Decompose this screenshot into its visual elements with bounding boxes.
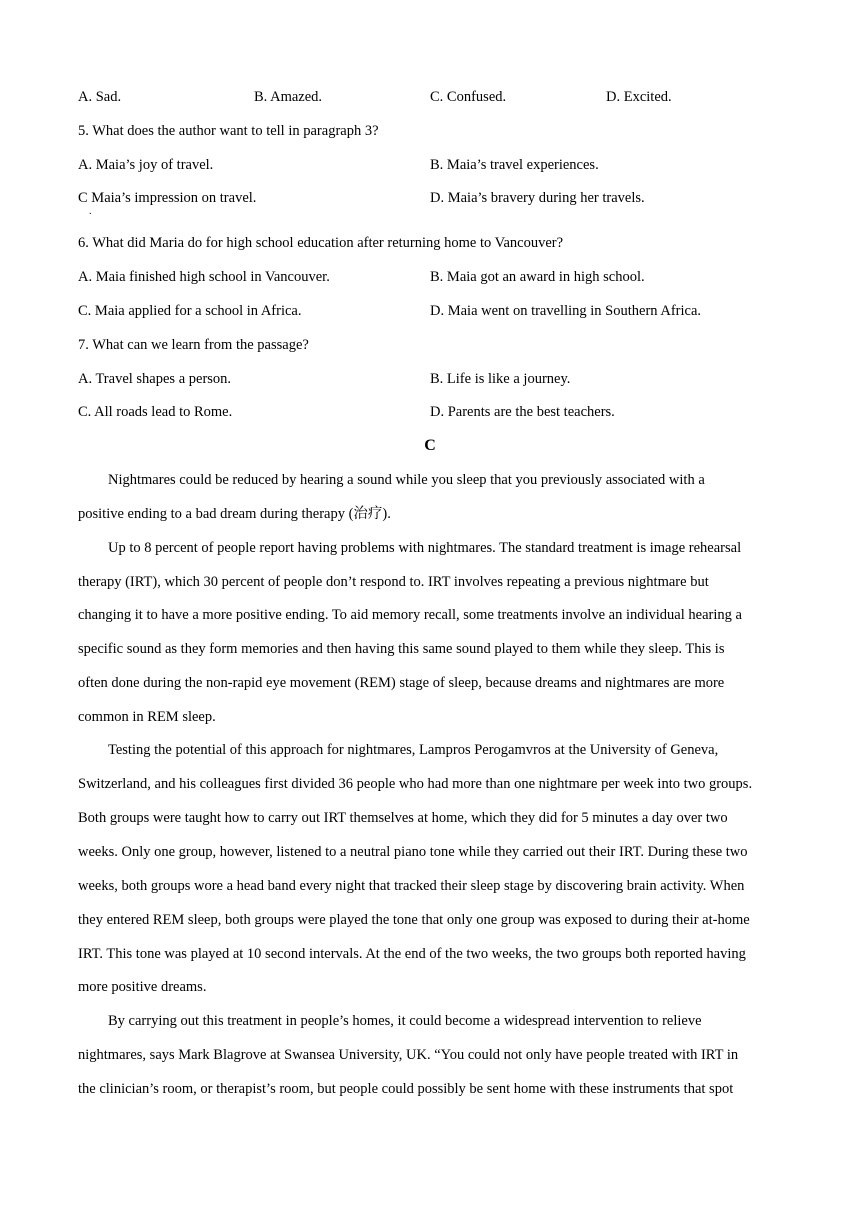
q6-option-b: B. Maia got an award in high school. <box>430 269 645 285</box>
passage-line: nightmares, says Mark Blagrove at Swansea University, UK. “You could not only have people treated with IRT in <box>78 1047 739 1063</box>
passage-line: changing it to have a more positive ending. To aid memory recall, some treatments involve an individual hearing a <box>78 607 742 623</box>
passage-line: the clinician’s room, or therapist’s room, but people could possibly be sent home with these instruments that spot <box>78 1081 734 1097</box>
passage-line: common in REM sleep. <box>78 709 216 725</box>
q7-option-b: B. Life is like a journey. <box>430 371 571 387</box>
q5-option-c: C Maia’s impression on travel. <box>78 190 257 206</box>
passage-line: specific sound as they form memories and then having this same sound played to them while they sleep. This is <box>78 641 725 657</box>
q7-option-a: A. Travel shapes a person. <box>78 371 232 387</box>
q7-option-d: D. Parents are the best teachers. <box>430 404 615 420</box>
passage-line: more positive dreams. <box>78 979 207 995</box>
q4-option-c: C. Confused. <box>430 89 507 105</box>
passage-line: By carrying out this treatment in people’s homes, it could become a widespread intervention to relieve <box>108 1013 702 1029</box>
q7-option-c: C. All roads lead to Rome. <box>78 404 233 420</box>
q4-option-d: D. Excited. <box>606 89 672 105</box>
passage-line: Up to 8 percent of people report having problems with nightmares. The standard treatment is image rehearsal <box>108 540 742 556</box>
q7-stem: 7. What can we learn from the passage? <box>78 337 309 353</box>
passage-line: they entered REM sleep, both groups were played the tone that only one group was exposed to during their at-home <box>78 912 750 928</box>
q5-option-a: A. Maia’s joy of travel. <box>78 157 214 173</box>
passage-line: Switzerland, and his colleagues first divided 36 people who had more than one nightmare per week into two groups. <box>78 776 753 792</box>
q6-option-d: D. Maia went on travelling in Southern Africa. <box>430 303 702 319</box>
q6-stem: 6. What did Maria do for high school education after returning home to Vancouver? <box>78 235 564 251</box>
passage-line: Testing the potential of this approach for nightmares, Lampros Perogamvros at the University of Geneva, <box>108 742 719 758</box>
q5-option-d: D. Maia’s bravery during her travels. <box>430 190 645 206</box>
q5-option-b: B. Maia’s travel experiences. <box>430 157 599 173</box>
q4-option-a: A. Sad. <box>78 89 122 105</box>
passage-line: often done during the non-rapid eye movement (REM) stage of sleep, because dreams and nightmares are more <box>78 675 725 691</box>
passage-line: therapy (IRT), which 30 percent of people don’t respond to. IRT involves repeating a previous nightmare but <box>78 574 709 590</box>
q6-option-c: C. Maia applied for a school in Africa. <box>78 303 302 319</box>
section-heading: C <box>424 437 436 454</box>
passage-line: Nightmares could be reduced by hearing a sound while you sleep that you previously associated with a <box>108 472 705 488</box>
q5-stem: 5. What does the author want to tell in paragraph 3? <box>78 123 379 139</box>
q6-option-a: A. Maia finished high school in Vancouver. <box>78 269 330 285</box>
q4-option-b: B. Amazed. <box>254 89 323 105</box>
passage-line: weeks. Only one group, however, listened to a neutral piano tone while they carried out their IRT. During these two <box>78 844 748 860</box>
passage-line: Both groups were taught how to carry out IRT themselves at home, which they did for 5 minutes a day over two <box>78 810 728 826</box>
passage-line: positive ending to a bad dream during therapy (治疗). <box>78 506 391 522</box>
passage-line: IRT. This tone was played at 10 second intervals. At the end of the two weeks, the two groups both reported having <box>78 946 746 962</box>
passage-line: weeks, both groups wore a head band every night that tracked their sleep stage by discovering brain activity. When <box>78 878 745 894</box>
stray-dot-mark: . <box>89 206 92 217</box>
